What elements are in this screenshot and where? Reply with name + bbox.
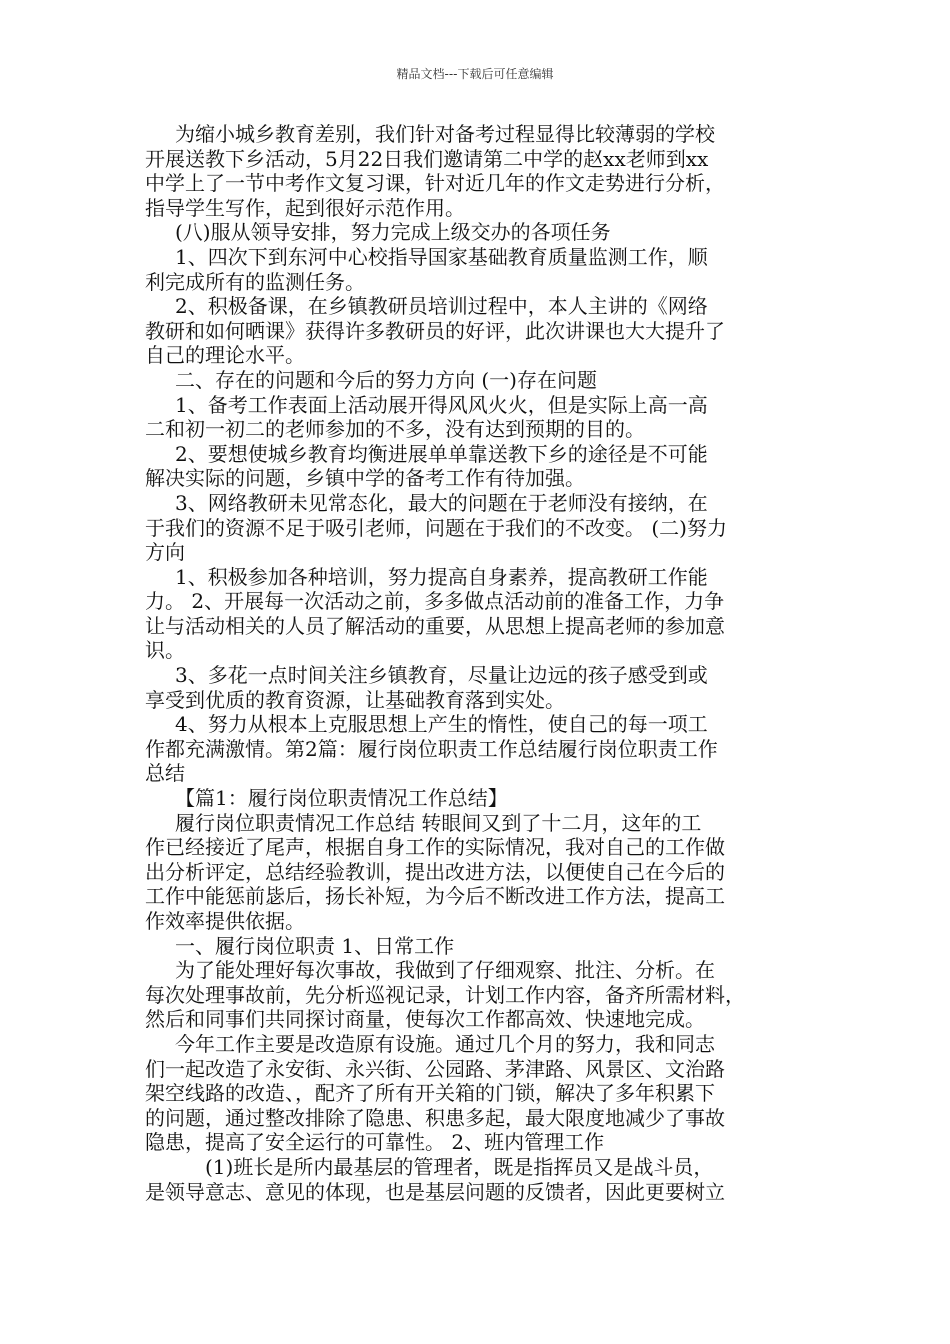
section-heading: 一、履行岗位职责 1、日常工作 (175, 933, 455, 958)
text-line: 们一起改造了永安街、永兴街、公园路、茅津路、风景区、文治路 (145, 1056, 725, 1081)
text-line: 今年工作主要是改造原有设施。通过几个月的努力，我和同志 (175, 1031, 715, 1056)
text-line: 作都充满激情。第2篇：履行岗位职责工作总结履行岗位职责工作 (145, 736, 718, 761)
text-line: 利完成所有的监测任务。 (145, 269, 365, 294)
text-line: (1)班长是所内最基层的管理者，既是指挥员又是战斗员， (205, 1154, 714, 1179)
text-line: 工作中能惩前毖后，扬长补短，为今后不断改进工作方法，提高工 (145, 884, 725, 909)
text-line: 享受到优质的教育资源，让基础教育落到实处。 (145, 687, 565, 712)
text-line: 力。 2、开展每一次活动之前，多多做点活动前的准备工作，力争 (145, 589, 725, 614)
section-heading: 二、存在的问题和今后的努力方向 (一)存在问题 (175, 367, 597, 392)
text-line: 作效率提供依据。 (145, 909, 305, 933)
text-line: 隐患，提高了安全运行的可靠性。 2、班内管理工作 (145, 1130, 605, 1155)
text-line: 架空线路的改造、，配齐了所有开关箱的门锁，解决了多年积累下 (145, 1081, 715, 1106)
text-line: 1、备考工作表面上活动展开得风风火火，但是实际上高一高 (175, 392, 708, 417)
text-line: 方向 (145, 540, 185, 565)
text-line: 为缩小城乡教育差别，我们针对备考过程显得比较薄弱的学校 (175, 122, 715, 146)
text-line: 然后和同事们共同探讨商量，使每次工作都高效、快速地完成。 (145, 1007, 705, 1032)
text-line: 出分析评定，总结经验教训，提出改进方法，以便使自己在今后的 (145, 859, 725, 884)
text-line: 为了能处理好每次事故，我做到了仔细观察、批注、分析。在 (175, 958, 715, 983)
text-line: 指导学生写作，起到很好示范作用。 (145, 195, 465, 220)
text-line: 中学上了一节中考作文复习课，针对近几年的作文走势进行分析， (145, 171, 725, 196)
text-line: 2、积极备课，在乡镇教研员培训过程中，本人主讲的《网络 (175, 294, 708, 319)
text-line: 教研和如何晒课》获得许多教研员的好评，此次讲课也大大提升了 (145, 318, 725, 343)
text-line: 二和初一初二的老师参加的不多，没有达到预期的目的。 (145, 417, 645, 442)
text-line: 1、积极参加各种培训，努力提高自身素养，提高教研工作能 (175, 564, 708, 589)
text-line: 解决实际的问题，乡镇中学的备考工作有待加强。 (145, 466, 585, 491)
text-line: 1、四次下到东河中心校指导国家基础教育质量监测工作，顺 (175, 244, 708, 269)
text-line: 3、网络教研未见常态化，最大的问题在于老师没有接纳，在 (175, 490, 708, 515)
text-line: 开展送教下乡活动，5月22日我们邀请第二中学的赵xx老师到xx (145, 146, 709, 171)
page-header: 精品文档---下载后可任意编辑 (396, 67, 554, 81)
text-line: 是领导意志、意见的体现，也是基层问题的反馈者，因此更要树立 (145, 1179, 725, 1204)
text-line: 让与活动相关的人员了解活动的重要，从思想上提高老师的参加意 (145, 613, 725, 638)
section-heading: 【篇1：履行岗位职责情况工作总结】 (175, 786, 508, 811)
section-heading: (八)服从领导安排，努力完成上级交办的各项任务 (175, 220, 611, 245)
text-line: 3、多花一点时间关注乡镇教育，尽量让边远的孩子感受到或 (175, 663, 708, 688)
text-line: 自己的理论水平。 (145, 343, 305, 368)
text-line: 4、努力从根本上克服思想上产生的惰性，使自己的每一项工 (175, 712, 708, 737)
text-line: 识。 (145, 638, 185, 663)
text-line: 2、要想使城乡教育均衡进展单单靠送教下乡的途径是不可能 (175, 441, 708, 466)
text-line: 作已经接近了尾声，根据自身工作的实际情况，我对自己的工作做 (145, 835, 725, 860)
text-line: 每次处理事故前，先分析巡视记录，计划工作内容，备齐所需材料， (145, 982, 745, 1007)
text-line: 的问题，通过整改排除了隐患、积患多起，最大限度地减少了事故 (145, 1105, 725, 1130)
text-line: 履行岗位职责情况工作总结 转眼间又到了十二月，这年的工 (175, 810, 702, 835)
document-body (145, 122, 815, 1204)
text-line: 总结 (145, 761, 185, 786)
text-line: 于我们的资源不足于吸引老师，问题在于我们的不改变。 (二)努力 (145, 515, 727, 540)
